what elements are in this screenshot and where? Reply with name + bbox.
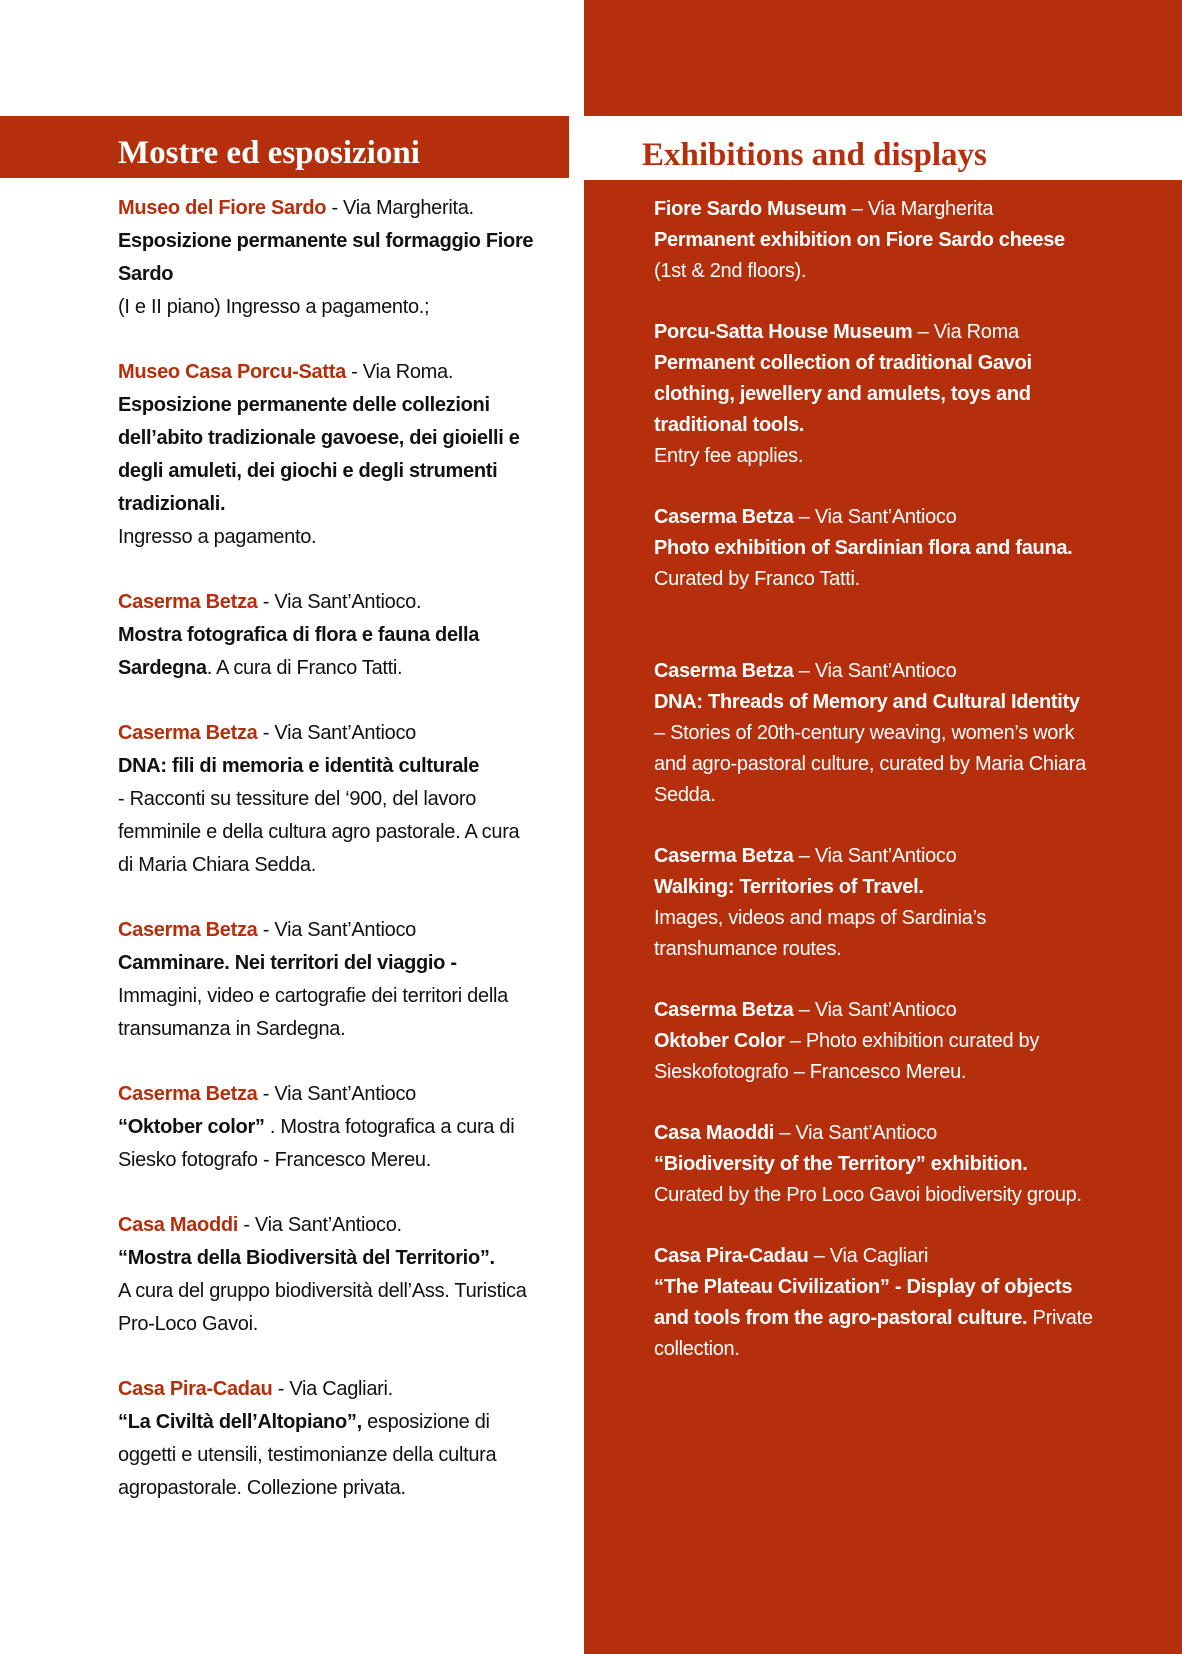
entry-desc: esposizione di oggetti e utensili, testimonianze della cultura agropastorale. Collezione privata. (118, 1411, 497, 1499)
entry-desc-bold: “Oktober color” (118, 1116, 265, 1138)
entry-desc: – Photo exhibition curated by Sieskofotografo – Francesco Mereu. (654, 1030, 1040, 1083)
entry-name: Caserma Betza (118, 919, 258, 941)
entry-desc-bold: DNA: Threads of Memory and Cultural Identity (654, 691, 1080, 713)
right-entry-porcu-satta-museum (654, 317, 1094, 472)
left-entry-casa-maoddi (118, 1209, 538, 1341)
left-entries-column (118, 192, 538, 1537)
right-entry-caserma-betza-oktober (654, 995, 1094, 1088)
entry-desc-bold: Esposizione permanente sul formaggio Fiore Sardo (118, 230, 534, 285)
entry-desc-bold: Walking: Territories of Travel. (654, 876, 924, 898)
left-entry-caserma-betza-oktober (118, 1078, 538, 1177)
entry-name: Caserma Betza (118, 1083, 258, 1105)
entry-desc: Private collection. (654, 1307, 1093, 1360)
entry-desc-bold: Permanent collection of traditional Gavoi clothing, jewellery and amulets, toys and traditional tools. (654, 352, 1032, 436)
entry-desc: – Stories of 20th-century weaving, women’s work and agro-pastoral culture, curated by Maria Chiara Sedda. (654, 722, 1086, 806)
entry-desc-bold: “The Plateau Civilization” - Display of objects and tools from the agro-pastoral culture. (654, 1276, 1073, 1329)
right-entry-casa-pira-cadau (654, 1241, 1094, 1365)
entry-address: – Via Sant’Antioco (793, 660, 957, 682)
entry-desc-bold: “Biodiversity of the Territory” exhibition. (654, 1153, 1028, 1175)
entry-desc-bold: Photo exhibition of Sardinian flora and fauna. (654, 537, 1073, 559)
entry-address: - Via Cagliari. (272, 1378, 393, 1400)
entry-address: - Via Sant’Antioco. (257, 591, 422, 613)
entry-name: Caserma Betza (654, 845, 794, 867)
entry-desc: Entry fee applies. (654, 445, 804, 467)
right-section-title: Exhibitions and displays (642, 137, 987, 173)
entry-desc: Images, videos and maps of Sardinia’s transhumance routes. (654, 907, 987, 960)
entry-name: Caserma Betza (654, 999, 794, 1021)
entry-address: – Via Sant’Antioco (793, 845, 957, 867)
right-entries-column (654, 194, 1094, 1395)
entry-name: Caserma Betza (118, 591, 258, 613)
entry-desc: Curated by the Pro Loco Gavoi biodiversity group. (654, 1184, 1082, 1206)
entry-desc: Curated by Franco Tatti. (654, 568, 860, 590)
entry-name: Caserma Betza (118, 722, 258, 744)
entry-desc-bold: Mostra fotografica di flora e fauna della Sardegna (118, 624, 480, 679)
entry-address: - Via Sant’Antioco. (238, 1214, 402, 1236)
entry-desc-bold: “La Civiltà dell’Altopiano”, (118, 1411, 362, 1433)
entry-desc-bold: Oktober Color (654, 1030, 785, 1052)
right-entry-casa-maoddi (654, 1118, 1094, 1211)
entry-name: Caserma Betza (654, 506, 794, 528)
entry-desc: . A cura di Franco Tatti. (206, 657, 403, 679)
entry-name: Casa Pira-Cadau (654, 1245, 809, 1267)
left-entry-caserma-betza-dna (118, 717, 538, 882)
entry-address: – Via Cagliari (808, 1245, 929, 1267)
left-entry-fiore-sardo-museum (118, 192, 538, 324)
entry-address: - Via Roma. (345, 361, 454, 383)
entry-name: Museo Casa Porcu-Satta (118, 361, 346, 383)
entry-desc: (1st & 2nd floors). (654, 260, 807, 282)
right-entry-caserma-betza-flora (654, 502, 1094, 595)
entry-name: Museo del Fiore Sardo (118, 197, 327, 219)
entry-name: Casa Pira-Cadau (118, 1378, 273, 1400)
entry-desc: - Racconti su tessiture del ‘900, del lavoro femminile e della cultura agro pastorale. A cura di Maria Chiara Sedda. (118, 788, 520, 876)
entry-address: – Via Margherita (846, 198, 994, 220)
entry-address: - Via Margherita. (326, 197, 474, 219)
entry-desc: Ingresso a pagamento. (118, 526, 317, 548)
entry-address: – Via Sant’Antioco (793, 506, 957, 528)
left-entry-casa-pira-cadau (118, 1373, 538, 1505)
entry-address: - Via Sant’Antioco (257, 722, 416, 744)
left-entry-caserma-betza-camminare (118, 914, 538, 1046)
entry-desc: Immagini, video e cartografie dei territori della transumanza in Sardegna. (118, 985, 508, 1040)
entry-address: - Via Sant’Antioco (257, 919, 416, 941)
entry-address: – Via Sant’Antioco (774, 1122, 937, 1144)
left-entry-porcu-satta-museum (118, 356, 538, 554)
left-entry-caserma-betza-flora (118, 586, 538, 685)
entry-desc-bold: “Mostra della Biodiversità del Territorio”. (118, 1247, 495, 1269)
entry-desc-bold: Camminare. Nei territori del viaggio - (118, 952, 457, 974)
right-entry-caserma-betza-dna (654, 656, 1094, 811)
entry-name: Porcu-Satta House Museum (654, 321, 913, 343)
entry-name: Casa Maoddi (654, 1122, 775, 1144)
entry-desc: . Mostra fotografica a cura di Siesko fotografo - Francesco Mereu. (118, 1116, 515, 1171)
entry-name: Casa Maoddi (118, 1214, 239, 1236)
entry-name: Fiore Sardo Museum (654, 198, 847, 220)
entry-desc-bold: Permanent exhibition on Fiore Sardo cheese (654, 229, 1065, 251)
right-entry-fiore-sardo-museum (654, 194, 1094, 287)
entry-address: – Via Sant’Antioco (793, 999, 957, 1021)
left-section-title: Mostre ed esposizioni (118, 135, 420, 171)
entry-name: Caserma Betza (654, 660, 794, 682)
entry-address: - Via Sant’Antioco (257, 1083, 416, 1105)
entry-desc-bold: Esposizione permanente delle collezioni dell’abito tradizionale gavoese, dei gioielli e degli amuleti, dei giochi e degli strumenti tradizionali. (118, 394, 520, 515)
entry-desc: (I e II piano) Ingresso a pagamento.; (118, 296, 430, 318)
entry-address: – Via Roma (912, 321, 1019, 343)
right-entry-caserma-betza-walking (654, 841, 1094, 965)
entry-desc-bold: DNA: fili di memoria e identità culturale (118, 755, 480, 777)
entry-desc: A cura del gruppo biodiversità dell’Ass. Turistica Pro-Loco Gavoi. (118, 1280, 527, 1335)
